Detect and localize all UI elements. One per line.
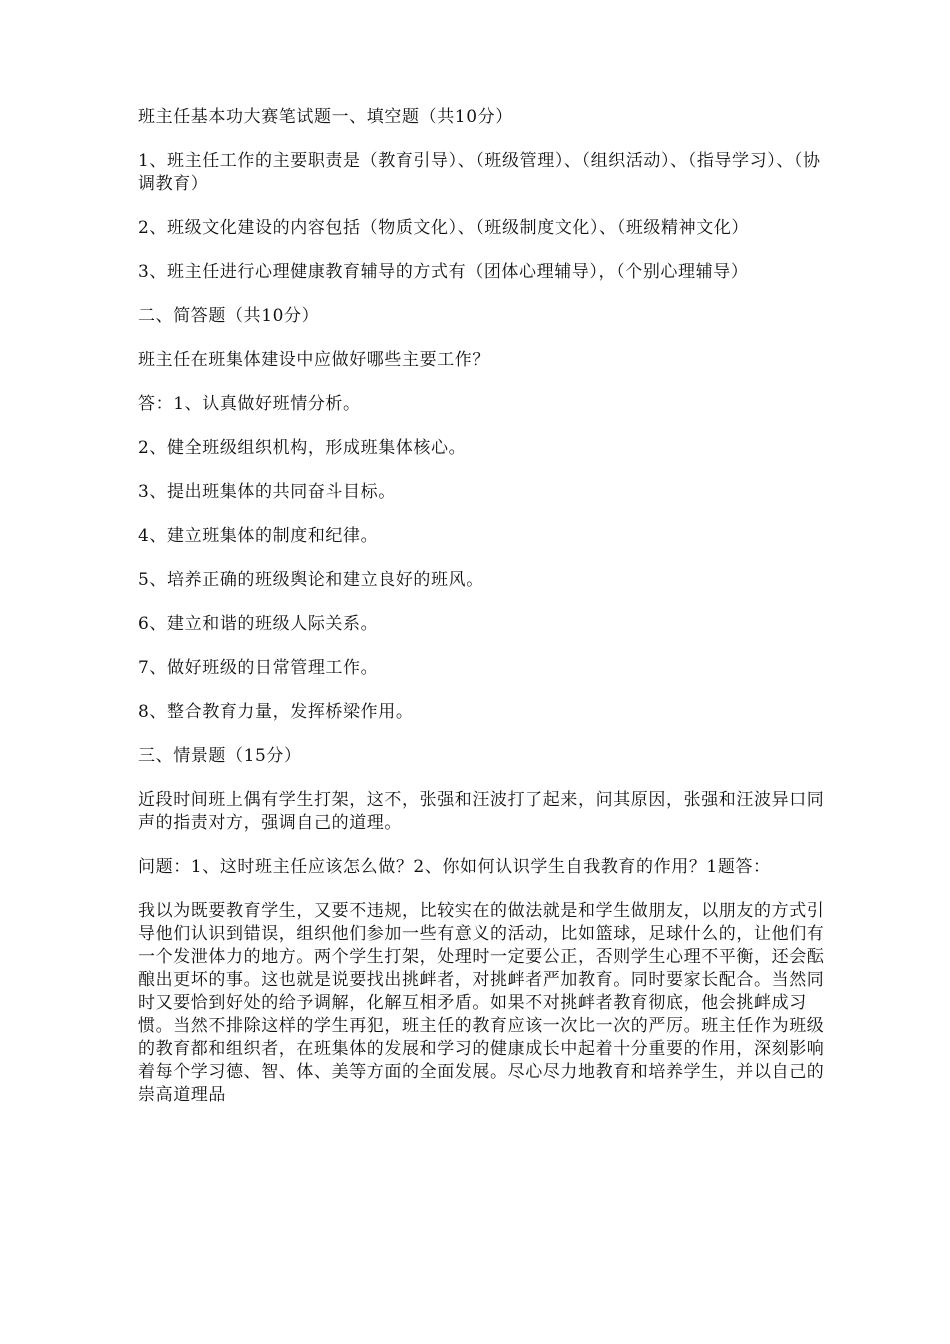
answer-item-3: 3、提出班集体的共同奋斗目标。 <box>138 482 396 502</box>
answer-item-5: 5、培养正确的班级舆论和建立良好的班风。 <box>138 570 484 590</box>
exam-title: 班主任基本功大赛笔试题一、填空题（共10分） <box>138 107 513 127</box>
section-heading-scenario: 三、情景题（15分） <box>138 746 302 766</box>
answer-item-2: 2、健全班级组织机构，形成班集体核心。 <box>138 438 467 458</box>
answer-item-8: 8、整合教育力量，发挥桥梁作用。 <box>138 702 414 722</box>
section-heading-short-answer: 二、简答题（共10分） <box>138 306 320 326</box>
scenario-answer: 我以为既要教育学生，又要不违规，比较实在的做法就是和学生做朋友，以朋友的方式引导他们认识到错误，组织他们参加一些有意义的活动，比如篮球，足球什么的，让他们有一个发泄体力的地方。两个学生打架，处理时一定要公正，否则学生心理不平衡，还会酝酿出更坏的事。这也就是说要找出挑衅者，对挑衅者严加教育。同时要家长配合。当然同时又要恰到好处的给予调解，化解互相矛盾。如果不对挑衅者教育彻底，他会挑衅成习惯。当然不排除这样的学生再犯，班主任的教育应该一次比一次的严厉。班主任作为班级的教育都和组织者，在班集体的发展和学习的健康成长中起着十分重要的作用，深刻影响着每个学习德、智、体、美等方面的全面发展。尽心尽力地教育和培养学生，并以自己的崇高道理品 <box>138 901 825 1105</box>
answer-item-4: 4、建立班集体的制度和纪律。 <box>138 526 379 546</box>
short-answer-question: 班主任在班集体建设中应做好哪些主要工作？ <box>138 350 490 370</box>
answer-item-1: 答：1、认真做好班情分析。 <box>138 394 361 414</box>
fill-blank-question-3: 3、班主任进行心理健康教育辅导的方式有（团体心理辅导），（个别心理辅导） <box>138 262 749 282</box>
answer-item-6: 6、建立和谐的班级人际关系。 <box>138 614 379 634</box>
scenario-questions: 问题：1、这时班主任应该怎么做？2、你如何认识学生自我教育的作用？1题答： <box>138 857 771 877</box>
answer-item-7: 7、做好班级的日常管理工作。 <box>138 658 379 678</box>
fill-blank-question-1: 1、班主任工作的主要职责是（教育引导）、（班级管理）、（组织活动）、（指导学习）、（协调教育） <box>138 151 821 194</box>
document-body <box>138 106 828 1107</box>
scenario-description: 近段时间班上偶有学生打架，这不，张强和汪波打了起来，问其原因，张强和汪波异口同声的指责对方，强调自己的道理。 <box>138 790 825 833</box>
fill-blank-question-2: 2、班级文化建设的内容包括（物质文化）、（班级制度文化）、（班级精神文化） <box>138 218 750 238</box>
